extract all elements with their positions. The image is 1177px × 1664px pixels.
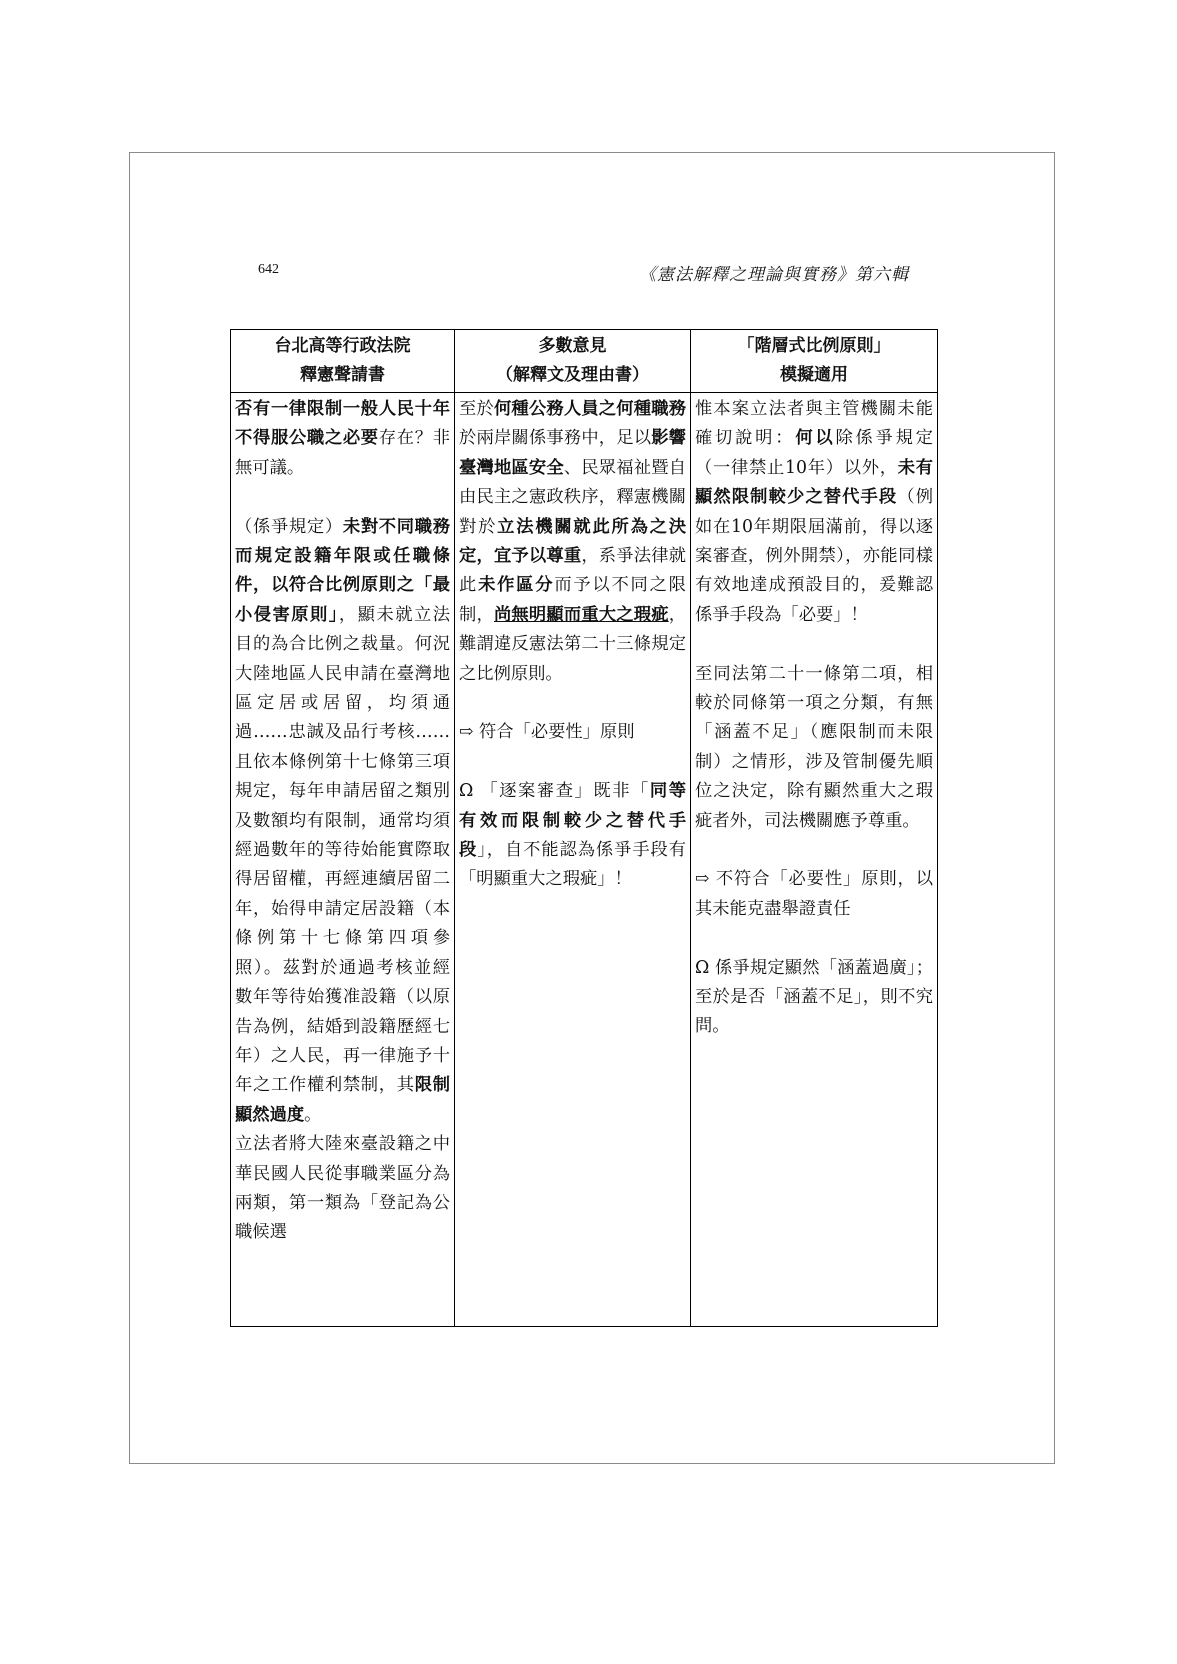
text: 而予以不同之限制， <box>459 575 686 625</box>
paragraph <box>235 395 450 483</box>
cell-proportionality <box>691 393 938 1327</box>
bold-text: 未作區分 <box>478 575 555 596</box>
bold-text: 否有一律限制一般人民十年不得服公職之必要 <box>235 399 450 449</box>
arrow-icon: ⇨ <box>695 869 710 890</box>
bold-text: 未對不同職務而規定設籍年限或任職條件，以符合比例原則之「最小侵害原則」 <box>235 516 450 625</box>
column-header-petition <box>231 330 455 393</box>
omega-icon: Ω <box>459 781 474 802</box>
bold-text: 何種公務人員之何種職務 <box>493 399 686 419</box>
text: ，難謂違反憲法第二十三條規定之比例原則。 <box>459 604 686 684</box>
text: 符合「必要性」原則 <box>478 722 635 743</box>
paragraph <box>695 954 933 1042</box>
header-line: 釋憲聲請書 <box>300 365 385 385</box>
text: 除係爭規定（一律禁止10年）以外， <box>695 428 933 478</box>
text: 於兩岸關係事務中，足以 <box>459 428 652 449</box>
header-line: 模擬適用 <box>780 365 848 385</box>
paragraph: 立法者將大陸來臺設籍之中華民國人民從事職業區分為兩類，第一類為「登記為公職候選 <box>235 1134 450 1243</box>
table-body-row <box>231 393 938 1327</box>
page-number: 642 <box>258 262 279 277</box>
text: （例如在10年期限屆滿前，得以逐案審查，例外開禁），亦能同樣有效地達成預設目的，爰難認係爭手段為「必要」！ <box>695 487 933 625</box>
paragraph <box>459 718 686 747</box>
bold-text: 何以 <box>795 428 836 449</box>
text: ，系爭法律就此 <box>459 546 686 596</box>
bold-text: 同等有效而限制較少之替代手段 <box>459 781 686 861</box>
paragraph <box>695 395 933 630</box>
paragraph <box>459 395 686 689</box>
text: 至於 <box>459 399 494 419</box>
header-line: （解釋文及理由書） <box>496 365 649 385</box>
column-header-proportionality <box>691 330 938 393</box>
text: ，顯未就立法目的為合比例之裁量。何況大陸地區人民申請在臺灣地區定居或居留，均須通過……忠誠及品行考核……且依本條例第十七條第三項規定，每年申請居留之類別及數額均有限制，通常均須經過數年的等待始能實際取得居留權，再經連續居留二年，始得申請定居設籍（本條例第十七條第四項參照）。茲對於通過考核並經數年等待始獲准設籍（以原告為例，結婚到設籍歷經七年）之人民，再一律施予十年之工作權利禁制，其 <box>235 604 450 1096</box>
paragraph <box>695 865 933 924</box>
text: 、民眾福祉暨自由民主之憲政秩序，釋憲機關對於 <box>459 457 686 537</box>
text: 存在？非無可議。 <box>235 428 450 478</box>
paragraph: 至同法第二十一條第二項，相較於同條第一項之分類，有無「涵蓋不足」（應限制而未限制）之情形，涉及管制優先順位之決定，除有顯然重大之瑕疵者外，司法機關應予尊重。 <box>695 663 933 831</box>
bold-text: 限制顯然過度 <box>235 1075 450 1125</box>
text: （係爭規定） <box>235 516 343 537</box>
header-line: 「階層式比例原則」 <box>737 336 891 356</box>
text: 。 <box>304 1104 322 1125</box>
underlined-bold-text: 尚無明顯而重大之瑕疵 <box>493 604 669 625</box>
text: 係爭規定顯然「涵蓋過廣」；至於是否「涵蓋不足」，則不究問。 <box>695 957 934 1037</box>
table-header-row <box>231 330 938 393</box>
running-title: 《憲法解釋之理論與實務》第六輯 <box>639 265 909 285</box>
paragraph <box>459 777 686 895</box>
column-header-majority <box>455 330 691 393</box>
bold-text: 立法機關就此所為之決定，宜予以尊重 <box>459 516 686 567</box>
text: 「逐案審查」既非「 <box>480 781 650 802</box>
header-line: 多數意見 <box>538 336 607 356</box>
cell-majority <box>455 393 691 1327</box>
comparison-table <box>230 329 938 1327</box>
text: 不符合「必要性」原則，以其未能克盡舉證責任 <box>695 869 933 919</box>
text: 惟本案立法者與主管機關未能確切說明： <box>695 399 933 449</box>
arrow-icon: ⇨ <box>459 722 474 743</box>
header-line: 台北高等行政法院 <box>274 336 411 356</box>
text: 」，自不能認為係爭手段有「明顯重大之瑕疵」！ <box>459 840 686 890</box>
omega-icon: Ω <box>695 957 710 978</box>
paragraph <box>235 513 450 1131</box>
bold-text: 影響臺灣地區安全 <box>459 428 686 478</box>
bold-text: 未有顯然限制較少之替代手段 <box>695 457 933 508</box>
cell-petition <box>231 393 455 1327</box>
